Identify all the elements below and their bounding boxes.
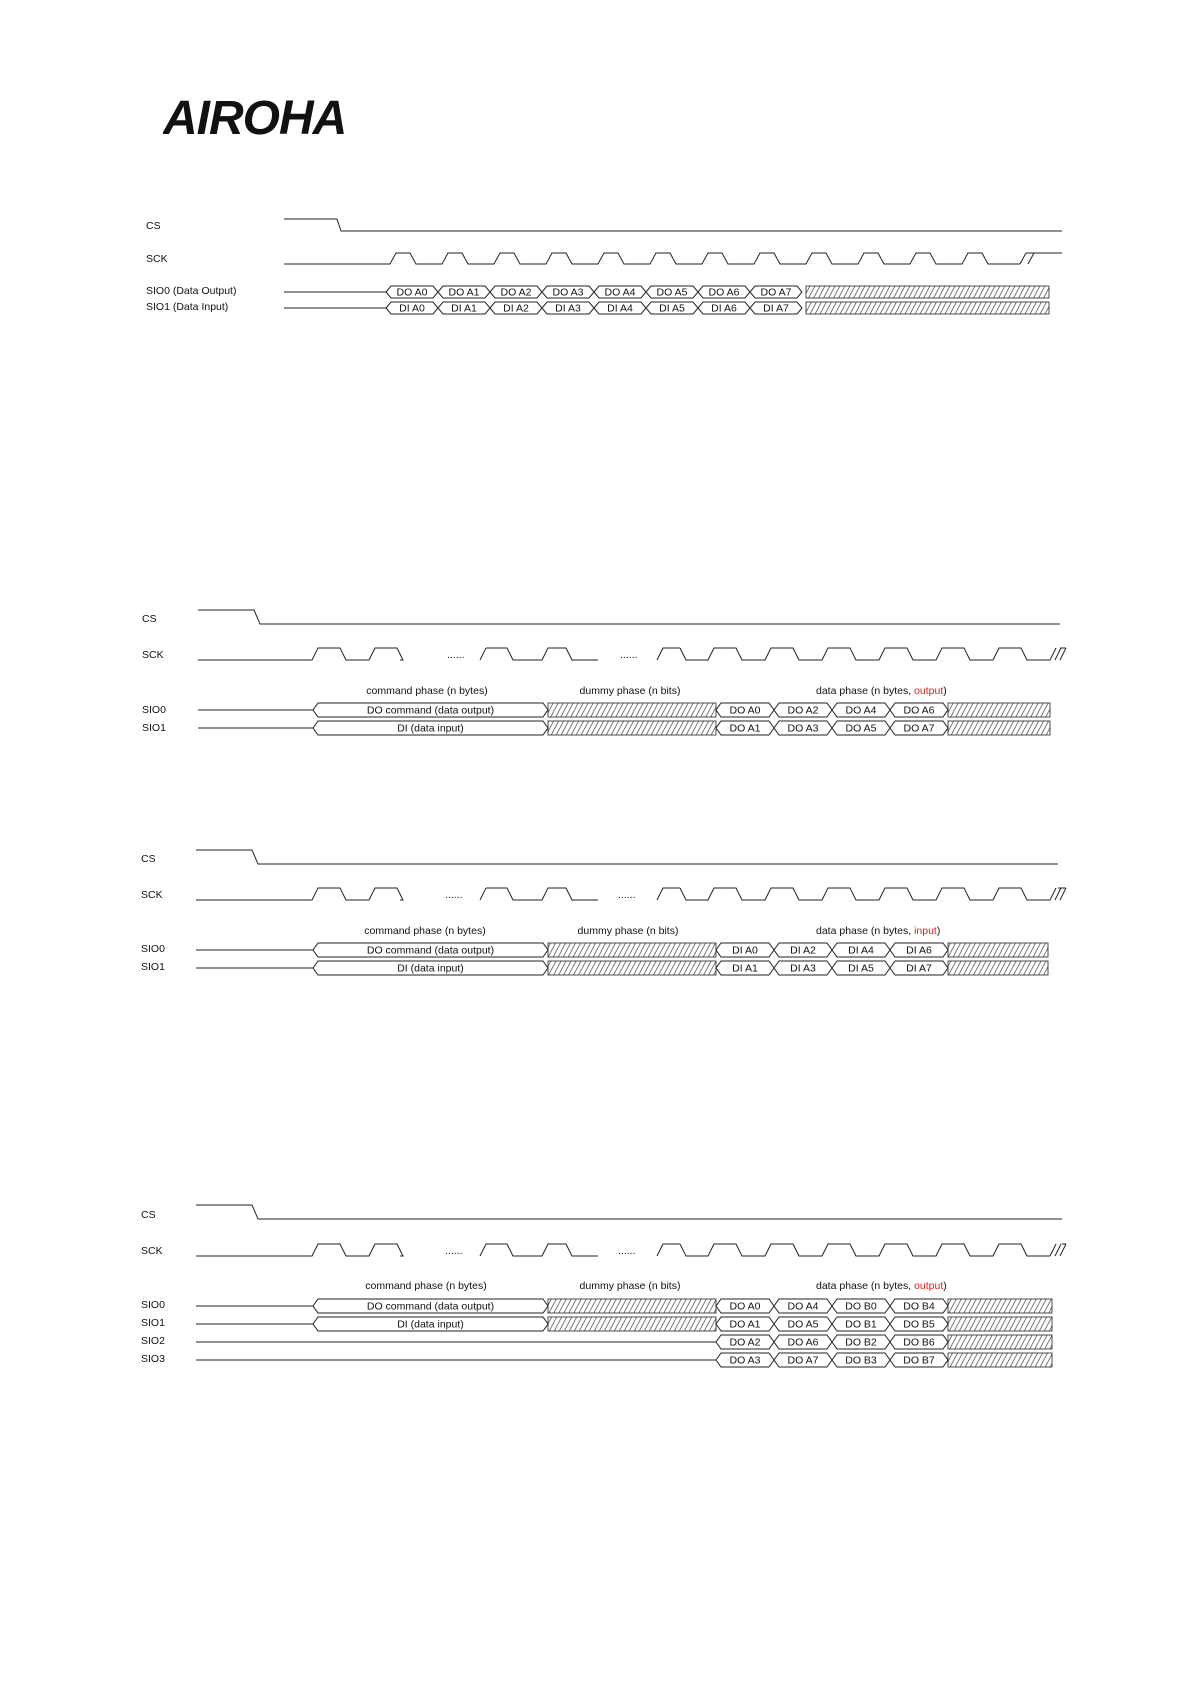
sck-segment [196,1244,403,1256]
sck-break-mark [1050,1244,1056,1256]
bus-cell-label: DI A4 [848,944,874,957]
data-cell [716,961,774,975]
data-cell [890,1335,948,1349]
data-cell [832,721,890,735]
bus-cell-label: DO A0 [729,1300,761,1313]
ellipsis: ...... [447,649,465,661]
sck-segment [480,648,486,660]
data-cell [774,943,832,957]
bus-cell-label: DO A7 [787,1354,819,1367]
data-phase-label: data phase (n bytes, output) [816,1280,947,1292]
dummy-phase-label: dummy phase (n bits) [579,1280,681,1292]
diagram-3 [141,850,1066,975]
bus-cell-label: DI A3 [790,962,816,975]
bus-cell-label: DI A7 [763,302,789,315]
sio0-cell [594,286,646,298]
sio0-cell [542,286,594,298]
sck-segment [657,648,680,660]
data-cell [832,943,890,957]
data-cell [716,1335,774,1349]
bus-cell-label: DI A1 [451,302,477,315]
cs-waveform [284,219,1062,231]
ellipsis: ...... [618,1245,636,1257]
sck-break-mark [1028,253,1034,264]
cs-label: CS [142,613,157,625]
bus-cell-label: DI A0 [399,302,425,315]
sio1-cell [542,302,594,314]
bus-rows [196,1299,1052,1367]
bus-cell-label: DO A2 [787,704,819,717]
sio0-cell [490,286,542,298]
bus-cell-label: DO command (data output) [366,944,495,957]
sck-break-mark [1050,888,1056,900]
bus-cell-label: DO B1 [845,1318,877,1331]
bus-cell-label: DI A5 [848,962,874,975]
bus-rows [196,943,1048,975]
sck-break-mark [1060,888,1066,900]
command-phase-label: command phase (n bytes) [364,925,486,937]
bus-cell-label: DO A3 [729,1354,761,1367]
sck-segment [657,888,680,900]
sio1-cells [386,302,802,314]
bus-cell-label: DI A6 [906,944,932,957]
dummy-hatch [548,1317,716,1331]
data-cell [832,1299,890,1313]
logo-wordmark: AIROHA [163,94,347,140]
sck-break-mark [1050,648,1056,660]
bus-cell-label: DO A5 [845,722,877,735]
bus-cell-label: DO A3 [787,722,819,735]
bus-cell-label: DO A2 [729,1336,761,1349]
tail-hatch [948,1299,1052,1313]
data-cell [716,721,774,735]
cs-label: CS [141,1209,156,1221]
bus-cell-label: DI A7 [906,962,932,975]
bus-cell-label: DO A1 [448,286,480,299]
ellipsis: ...... [445,889,463,901]
data-cell [890,703,948,717]
data-cell [716,943,774,957]
tail-hatch [948,943,1048,957]
data-cell [774,1353,832,1367]
cs-label: CS [141,853,156,865]
command-cell [313,943,548,957]
dummy-hatch [548,721,716,735]
bus-cell-label: DI (data input) [397,962,464,975]
data-cell [890,1299,948,1313]
sck-break-mark [1055,1244,1061,1256]
tail-hatch [948,1317,1052,1331]
command-phase-label: command phase (n bytes) [365,1280,487,1292]
cs-waveform [198,610,1060,624]
diagram-2 [142,610,1066,735]
data-cell [832,961,890,975]
bus-cell-label: DO A4 [787,1300,819,1313]
ellipsis: ...... [618,889,636,901]
sck-label: SCK [141,889,163,901]
data-cell [890,1353,948,1367]
sio1-cell [490,302,542,314]
data-cell [774,961,832,975]
bus-cell-label: DO command (data output) [366,704,495,717]
sio1-cell [750,302,802,314]
bus-cell-label: DI A1 [732,962,758,975]
bus-cell-label: DO A4 [845,704,877,717]
sio1-cell [698,302,750,314]
sck-break [1020,253,1026,264]
bus-rows [198,703,1050,735]
bus-cell-label: DO A2 [500,286,532,299]
sck-segment [657,1244,680,1256]
sio0-cell [750,286,802,298]
data-cell [832,1317,890,1331]
sio1-cell [386,302,438,314]
data-phase-label: data phase (n bytes, output) [816,685,947,697]
bus-cell-label: DO A5 [787,1318,819,1331]
bus-cell-label: DO B0 [845,1300,877,1313]
ellipsis: ...... [620,649,638,661]
data-cell [832,1335,890,1349]
command-cell [313,721,548,735]
bus-cell-label: DI A5 [659,302,685,315]
bus-cell-label: DO A4 [604,286,636,299]
sio0-label: SIO0 [141,943,165,955]
sio1-dont-care [806,302,1049,314]
dummy-hatch [548,1299,716,1313]
sio0-cells [386,286,802,298]
command-cell [313,961,548,975]
command-phase-label: command phase (n bytes) [366,685,488,697]
bus-cell-label: DO A6 [787,1336,819,1349]
bus-cell-label: DO B5 [903,1318,935,1331]
sck-segment [680,648,1050,660]
tail-hatch [948,1335,1052,1349]
sck-segment [680,1244,1050,1256]
data-cell [832,1353,890,1367]
sck-label: SCK [146,253,168,265]
data-cell [890,721,948,735]
data-cell [890,961,948,975]
sck-break-mark [1060,648,1066,660]
bus-cell-label: DO A6 [903,704,935,717]
cs-waveform [196,850,1058,864]
tail-hatch [948,1353,1052,1367]
dummy-phase-label: dummy phase (n bits) [577,925,679,937]
sck-segment [480,1244,486,1256]
data-cell [774,1299,832,1313]
bus-cell-label: DO A1 [729,722,761,735]
dummy-hatch [548,961,716,975]
data-cell [774,721,832,735]
tail-hatch [948,961,1048,975]
sck-label: SCK [142,649,164,661]
data-cell [774,1335,832,1349]
sio1-cell [594,302,646,314]
data-cell [716,1353,774,1367]
bus-cell-label: DO command (data output) [366,1300,495,1313]
dummy-hatch [548,943,716,957]
sck-break-mark [1055,888,1061,900]
bus-cell-label: DI A0 [732,944,758,957]
tail-hatch [948,703,1050,717]
data-cell [774,1317,832,1331]
sio0-cell [438,286,490,298]
data-phase-label: data phase (n bytes, input) [816,925,941,937]
command-cell [313,1299,548,1313]
bus-cell-label: DO B4 [903,1300,935,1313]
sck-segment [480,888,486,900]
sck-segment [680,888,1050,900]
bus-cell-label: DO A7 [760,286,792,299]
sck-break-mark [1060,1244,1066,1256]
sio1-cell [646,302,698,314]
diagram-1 [146,219,1062,314]
bus-cell-label: DO A0 [729,704,761,717]
sck-segment [198,648,403,660]
sio1-label: SIO1 [141,1317,165,1329]
sio0-label: SIO0 [142,704,166,716]
sio2-label: SIO2 [141,1335,165,1347]
sio1-label: SIO1 [142,722,166,734]
bus-cell-label: DI (data input) [397,722,464,735]
bus-cell-label: DO B7 [903,1354,935,1367]
bus-cell-label: DO A6 [708,286,740,299]
bus-cell-label: DI A2 [790,944,816,957]
bus-cell-label: DO A7 [903,722,935,735]
sio0-cell [646,286,698,298]
command-cell [313,1317,548,1331]
sck-segment [196,888,403,900]
dummy-hatch [548,703,716,717]
sio1-label: SIO1 [141,961,165,973]
data-cell [716,1317,774,1331]
data-cell [716,1299,774,1313]
sck-segment [486,648,598,660]
bus-cell-label: DI A2 [503,302,529,315]
sck-waveform [284,253,1020,264]
bus-cell-label: DO A1 [729,1318,761,1331]
sio0-label: SIO0 [141,1299,165,1311]
data-cell [716,703,774,717]
dummy-phase-label: dummy phase (n bits) [579,685,681,697]
sio0-cell [386,286,438,298]
cs-label: CS [146,220,161,232]
command-cell [313,703,548,717]
sio3-label: SIO3 [141,1353,165,1365]
sck-segment [486,1244,598,1256]
bus-cell-label: DO B2 [845,1336,877,1349]
bus-cell-label: DO A5 [656,286,688,299]
bus-cell-label: DO B6 [903,1336,935,1349]
sio0-cell [698,286,750,298]
sck-segment [486,888,598,900]
diagram-4 [141,1205,1066,1367]
bus-cell-label: DI (data input) [397,1318,464,1331]
ellipsis: ...... [445,1245,463,1257]
bus-cell-label: DI A4 [607,302,633,315]
bus-cell-label: DI A3 [555,302,581,315]
sck-label: SCK [141,1245,163,1257]
bus-cell-label: DO B3 [845,1354,877,1367]
sio1-cell [438,302,490,314]
tail-hatch [948,721,1050,735]
sio0-label: SIO0 (Data Output) [146,285,237,297]
sck-break-mark [1055,648,1061,660]
bus-cell-label: DO A3 [552,286,584,299]
sio0-dont-care [806,286,1049,298]
cs-waveform [196,1205,1062,1219]
sio1-label: SIO1 (Data Input) [146,301,229,313]
data-cell [832,703,890,717]
bus-cell-label: DI A6 [711,302,737,315]
data-cell [890,943,948,957]
bus-cell-label: DO A0 [396,286,428,299]
data-cell [774,703,832,717]
data-cell [890,1317,948,1331]
